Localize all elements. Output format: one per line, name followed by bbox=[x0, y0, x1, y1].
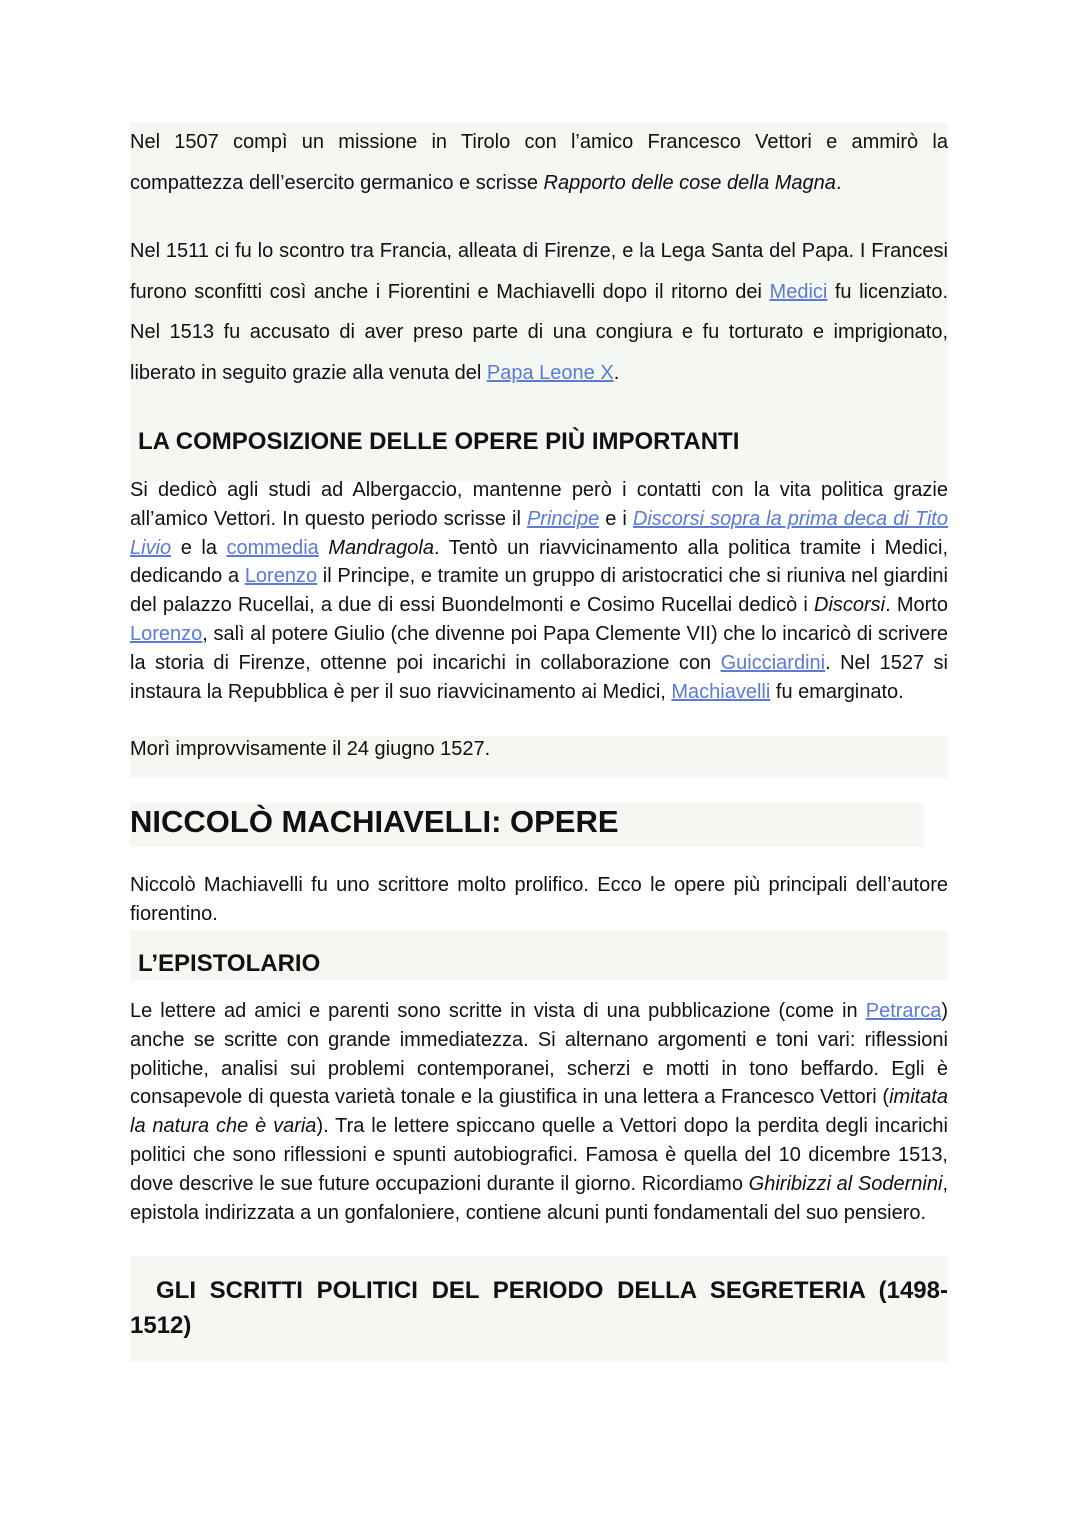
italic-text: imitata la natura che è varia bbox=[130, 1086, 948, 1138]
link[interactable]: Principe bbox=[526, 507, 600, 530]
text: fu emarginato. bbox=[770, 680, 904, 703]
text: Niccolò Machiavelli fu uno scrittore molto prolifico. Ecco le opere più principali dell’autore fiorentino. bbox=[130, 874, 948, 925]
paragraph bbox=[130, 231, 948, 393]
link[interactable]: Discorsi sopra la prima deca di Tito Livio bbox=[130, 507, 948, 559]
paragraph bbox=[130, 476, 948, 706]
page-title: NICCOLÒ MACHIAVELLI: OPERE bbox=[130, 804, 619, 839]
link[interactable]: Lorenzo bbox=[244, 565, 318, 588]
link[interactable]: Medici bbox=[769, 280, 828, 303]
italic-text: Rapporto delle cose della Magna bbox=[543, 171, 836, 194]
text: . Tentò un riavvicinamento alla politica tramite i Medici, dedicando a bbox=[130, 536, 949, 588]
section-heading: LA COMPOSIZIONE DELLE OPERE PIÙ IMPORTANTI bbox=[138, 428, 740, 455]
text: Le lettere ad amici e parenti sono scritte in vista di una pubblicazione (come in bbox=[130, 1000, 866, 1022]
italic-text: Ghiribizzi al Sodernini bbox=[748, 1172, 943, 1195]
link[interactable]: Petrarca bbox=[865, 1000, 942, 1022]
link[interactable]: commedia bbox=[226, 536, 319, 559]
text: Morì improvvisamente il 24 giugno 1527. bbox=[130, 738, 491, 760]
text: . bbox=[835, 171, 842, 194]
text: . Morto bbox=[885, 594, 948, 617]
section-heading: L’EPISTOLARIO bbox=[138, 950, 321, 977]
text bbox=[319, 537, 329, 559]
text: ) anche se scritte con grande immediatezza. Si alternano argomenti e toni vari: riflessioni politiche, analisi sui problemi contemporanei, scherzi e motti in tono beffardo. Egli è consapevole di questa varietà tonale e la giustifica in una lettera a Francesco Vettori ( bbox=[130, 1000, 948, 1109]
section-heading: GLI SCRITTI POLITICI DEL PERIODO DELLA SEGRETERIA (1498-1512) bbox=[130, 1277, 948, 1339]
link[interactable]: Machiavelli bbox=[671, 680, 771, 703]
text: . bbox=[613, 361, 620, 384]
link[interactable]: Guicciardini bbox=[720, 651, 826, 674]
text: , salì al potere Giulio (che divenne poi Papa Clemente VII) che lo incaricò di scrivere la storia di Firenze, ottenne poi incarichi in collaborazione con bbox=[130, 622, 948, 674]
paragraph bbox=[130, 735, 948, 764]
link[interactable]: Papa Leone X bbox=[486, 361, 614, 384]
text: Si dedicò agli studi ad Albergaccio, mantenne però i contatti con la vita politica grazie all’amico Vettori. In questo periodo scrisse il bbox=[130, 479, 948, 530]
text: . Nel 1527 si instaura la Repubblica è per il suo riavvicinamento ai Medici, bbox=[130, 651, 949, 703]
link[interactable]: Lorenzo bbox=[130, 622, 203, 645]
text: il Principe, e tramite un gruppo di aristocratici che si riuniva nel giardini del palazzo Rucellai, a due di essi Buondelmonti e Cosimo Rucellai dedicò i bbox=[130, 565, 948, 617]
paragraph bbox=[130, 871, 948, 929]
paragraph bbox=[130, 997, 948, 1227]
text: Nel 1511 ci fu lo scontro tra Francia, alleata di Firenze, e la Lega Santa del Papa. I Francesi furono sconfitti così anche i Fiorentini e Machiavelli dopo il ritorno dei bbox=[130, 240, 948, 303]
text: fu licenziato. Nel 1513 fu accusato di aver preso parte di una congiura e fu torturato e imprigionato, liberato in seguito grazie alla venuta del bbox=[130, 280, 948, 384]
text: Nel 1507 compì un missione in Tirolo con l’amico Francesco Vettori e ammirò la compattezza dell’esercito germanico e scrisse bbox=[130, 131, 948, 194]
text: e la bbox=[171, 536, 227, 559]
text: , epistola indirizzata a un gonfaloniere, contiene alcuni punti fondamentali del suo pensiero. bbox=[130, 1172, 948, 1224]
italic-text: Mandragola bbox=[328, 536, 434, 559]
paragraph bbox=[130, 122, 948, 203]
text: e i bbox=[599, 507, 633, 530]
italic-text: Discorsi bbox=[814, 594, 886, 617]
text: ). Tra le lettere spiccano quelle a Vettori dopo la perdita degli incarichi politici che sono riflessioni e spunti autobiografici. Famosa è quella del 10 dicembre 1513, dove descrive le sue future occupazioni durante il giorno. Ricordiamo bbox=[130, 1115, 948, 1195]
